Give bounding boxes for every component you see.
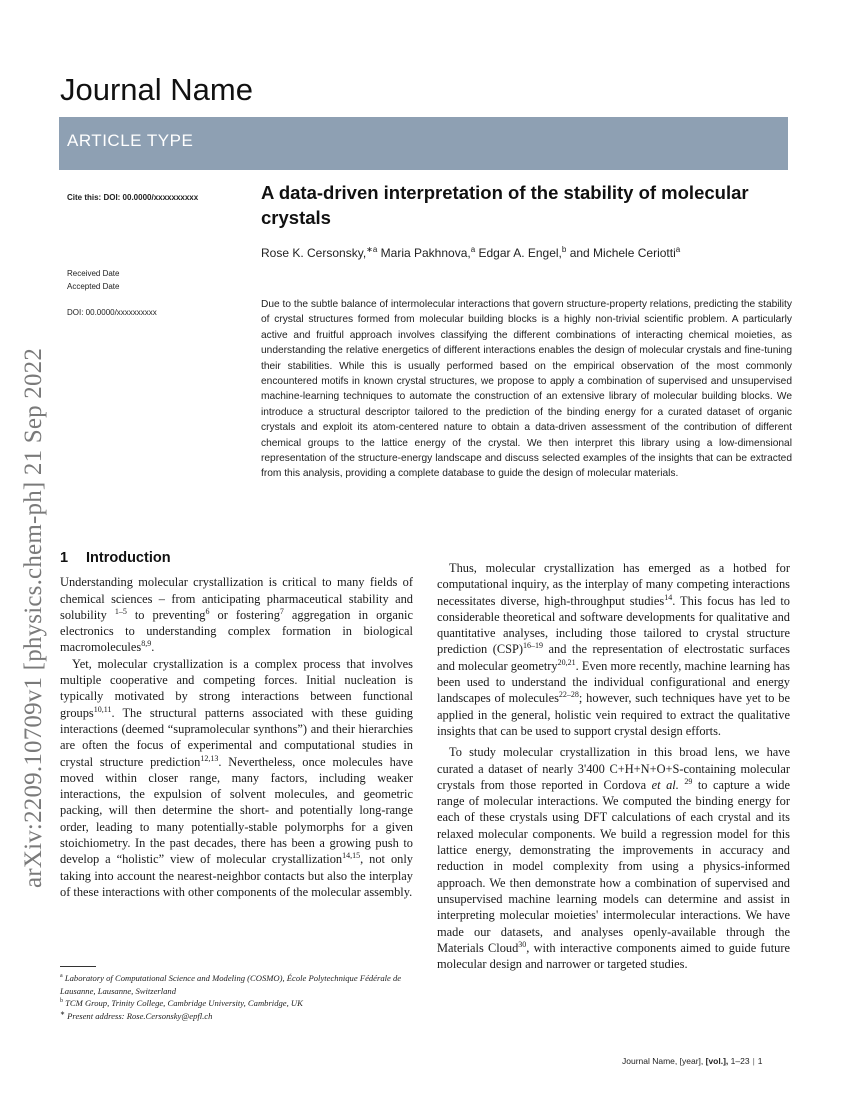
- page-footer: Journal Name, [year], [vol.], 1–23 | 1: [622, 1056, 763, 1066]
- author-list: [261, 246, 680, 260]
- page-number: 1: [757, 1056, 763, 1066]
- paragraph: Understanding molecular crystallization is critical to many fields of chemical sciences – from anticipating pharmaceutical stability and solubility $^{1-5}$ to preventing$^6$ or fostering$^7$ aggregation in organic electronics to understanding complex formation in biological macromolecules$^{8,9}$.: [60, 575, 414, 655]
- footnote: ∗ Present address: Rose.Cersonsky@epfl.ch: [60, 1010, 213, 1021]
- paper-title: A data-driven interpretation of the stability of molecular crystals: [261, 182, 749, 228]
- doi: DOI: 00.0000/xxxxxxxxxx: [67, 308, 157, 317]
- paragraph: Thus, molecular crystallization has emerged as a hotbed for computational inquiry, as the interplay of many competing interactions necessitates diverse, high-throughput studies$^{14}$. This focus has led to considerable theoretical and software developments for qualitative and quantitative analyses, including those tailored to crystal structure prediction (CSP)$^{16-19}$ and the representation of electrostatic surfaces and molecular geometry$^{20,21}$. Even more recently, machine learning has been used to understand the individual configurational and energy landscapes of molecules$^{22-28}$; however, such techniques have yet to be applied in the general, holistic vein required to extract the qualitative insights that can be used to support crystal design efforts.: [437, 561, 791, 738]
- footnotes: [60, 972, 414, 1022]
- author-affiliation: a: [675, 245, 681, 254]
- arxiv-stamp: arXiv:2209.10709v1 [physics.chem-ph] 21 Sep 2022: [20, 347, 47, 888]
- author-name: Maria Pakhnova,: [380, 246, 471, 260]
- author-affiliation: a: [470, 245, 476, 254]
- footnote: $^a$ Laboratory of Computational Science and Modeling (COSMO), École Polytechnique Fédérale de Lausanne, Lausanne, Switzerland: [60, 973, 402, 996]
- author-affiliation: b: [561, 245, 567, 254]
- paragraph: Yet, molecular crystallization is a complex process that involves multiple cooperative and competing forces. Initial nucleation is typically motivated by strong interactions between functional groups$^{10,11}$. The structural patterns associated with these guiding interactions (deemed “supramolecular synthons”) and their hierarchies are often the focus of experimental and computational studies in crystal structure prediction$^{12,13}$. Nevertheless, once molecules have moved within closer range, many factors, including weaker interactions, the expulsion of solvent molecules, and geometric packing, will then determine the short- and potentially long-range order, leading to many potentially-stable polymorphs for a given stoichiometry. In the past decades, there has been a growing push to develop a “holistic” view of molecular crystallization$^{14,15}$, not only taking into account the nearest-neighbor contacts but also the interplay of these interactions with other components of the molecular assembly.: [60, 656, 413, 899]
- abstract: Due to the subtle balance of intermolecular interactions that govern structure-property relations, predicting the stability of crystal structures formed from molecular building blocks is a highly non-trivial scientific problem. A particularly active and fruitful approach involves classifying the different combinations of interacting chemical moieties, as understanding the relative energetics of different interactions enables the design of molecular crystals and fine-tuning their stabilities. While this is usually performed based on the empirical observation of the most commonly encountered motifs in known crystal structures, we propose to apply a combination of supervised and unsupervised machine-learning techniques to automate the construction of an extensive library of molecular building blocks. We introduce a structural descriptor tailored to the prediction of the binding energy for a curated dataset of organic crystals and exploit its atom-centered nature to obtain a data-driven assessment of the contribution of different chemical groups to the lattice energy of the crystal. We then interpret this library using a low-dimensional representation of the structure-energy landscape and discuss selected examples of the insights that can be extracted from this analysis, providing a complete database to guide the design of molecular materials.: [261, 299, 792, 480]
- cite-this: Cite this: DOI: 00.0000/xxxxxxxxxx: [67, 193, 199, 202]
- accepted-date: Accepted Date: [67, 282, 120, 291]
- footnote-rule: [60, 966, 96, 967]
- footnote: $^b$ TCM Group, Trinity College, Cambridge University, Cambridge, UK: [60, 998, 303, 1009]
- journal-name: Journal Name: [60, 72, 253, 107]
- article-type: ARTICLE TYPE: [67, 131, 194, 150]
- author-affiliation: ∗a: [366, 245, 378, 254]
- author-name: Rose K. Cersonsky,: [261, 246, 367, 260]
- section-heading: 1 Introduction: [60, 550, 171, 566]
- author-name: and Michele Ceriotti: [569, 246, 676, 260]
- author-name: Edgar A. Engel,: [478, 246, 562, 260]
- paragraph: To study molecular crystallization in this broad lens, we have curated a dataset of nearly 3'400 C+H+N+O+S-containing molecular crystals from those reported in Cordova et al. $^{29}$ to capture a wide range of molecular interactions. We computed the binding energy for each of these crystals using DFT calculations of each crystal and its relaxed molecular components. We build a regression model for this lattice energy, demonstrating the improvements in accuracy and reduction in model complexity from using a physics-informed approach. We then demonstrate how a combination of supervised and unsupervised machine learning models can determine and assist in interpreting molecular moieties' intermolecular interactions. We have made our datasets, and analyses openly-available through the Materials Cloud$^{30}$, with interactive components aimed to guide future molecular design and narrower or targeted studies.: [437, 745, 791, 972]
- right-column: [437, 560, 790, 972]
- received-date: Received Date: [67, 269, 120, 278]
- left-column: [60, 550, 413, 900]
